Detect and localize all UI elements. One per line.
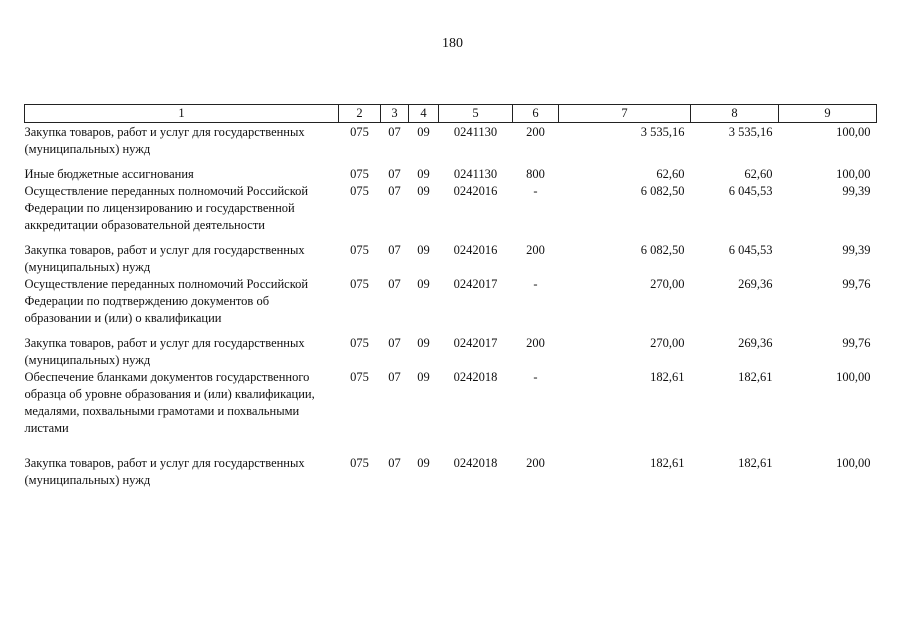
subsection-code: 09 — [417, 456, 430, 470]
section-code: 07 — [388, 456, 401, 470]
ministry-code: 075 — [350, 336, 369, 350]
target-article-code: 0242017 — [453, 336, 498, 350]
expense-type-code: - — [533, 277, 538, 291]
expense-type-code: - — [533, 370, 538, 384]
section-code: 07 — [388, 336, 401, 350]
planned-amount: 3 535,16 — [640, 125, 685, 139]
budget-table — [24, 104, 877, 489]
row-description: Осуществление переданных полномочий Российской Федерации по лицензированию и государственной аккредитации образовательной деятельности — [24, 184, 309, 232]
table-row — [25, 166, 877, 183]
execution-percent: 99,39 — [842, 184, 871, 198]
ministry-code: 075 — [350, 243, 369, 257]
expense-type-code: 200 — [526, 243, 545, 257]
target-article-code: 0241130 — [453, 167, 498, 181]
executed-amount: 3 535,16 — [728, 125, 773, 139]
execution-percent: 99,76 — [842, 336, 871, 350]
table-row — [25, 242, 877, 276]
page-number: 180 — [442, 36, 463, 51]
column-header: 8 — [691, 105, 779, 123]
executed-amount: 62,60 — [744, 167, 773, 181]
table-row — [25, 183, 877, 234]
subsection-code: 09 — [417, 243, 430, 257]
expense-type-code: 200 — [526, 125, 545, 139]
subsection-code: 09 — [417, 184, 430, 198]
expense-type-code: 200 — [526, 336, 545, 350]
ministry-code: 075 — [350, 370, 369, 384]
ministry-code: 075 — [350, 277, 369, 291]
execution-percent: 100,00 — [836, 167, 871, 181]
subsection-code: 09 — [417, 277, 430, 291]
row-description: Закупка товаров, работ и услуг для государственных (муниципальных) нужд — [24, 336, 305, 367]
table-row — [25, 369, 877, 437]
section-code: 07 — [388, 125, 401, 139]
target-article-code: 0241130 — [453, 125, 498, 139]
executed-amount: 269,36 — [738, 277, 773, 291]
execution-percent: 100,00 — [836, 125, 871, 139]
row-description: Осуществление переданных полномочий Российской Федерации по подтверждению документов об образовании и (или) о квалификации — [24, 277, 309, 325]
row-description: Обеспечение бланками документов государственного образца об уровне образования и (или) квалификации, медалями, похвальными грамотами и похвальными листами — [24, 370, 315, 435]
subsection-code: 09 — [417, 167, 430, 181]
executed-amount: 182,61 — [738, 456, 773, 470]
execution-percent: 99,76 — [842, 277, 871, 291]
execution-percent: 100,00 — [836, 456, 871, 470]
table-row — [25, 276, 877, 327]
execution-percent: 99,39 — [842, 243, 871, 257]
planned-amount: 182,61 — [650, 370, 685, 384]
column-header: 4 — [409, 105, 439, 123]
execution-percent: 100,00 — [836, 370, 871, 384]
subsection-code: 09 — [417, 125, 430, 139]
row-description: Закупка товаров, работ и услуг для государственных (муниципальных) нужд — [24, 243, 305, 274]
column-header: 2 — [339, 105, 381, 123]
executed-amount: 6 045,53 — [728, 184, 773, 198]
subsection-code: 09 — [417, 370, 430, 384]
row-description: Закупка товаров, работ и услуг для государственных (муниципальных) нужд — [24, 125, 305, 156]
planned-amount: 270,00 — [650, 336, 685, 350]
target-article-code: 0242017 — [453, 277, 498, 291]
target-article-code: 0242018 — [453, 456, 498, 470]
planned-amount: 62,60 — [656, 167, 685, 181]
column-header: 9 — [779, 105, 877, 123]
section-code: 07 — [388, 167, 401, 181]
target-article-code: 0242018 — [453, 370, 498, 384]
table-row — [25, 455, 877, 489]
planned-amount: 182,61 — [650, 456, 685, 470]
row-description: Закупка товаров, работ и услуг для государственных (муниципальных) нужд — [24, 456, 305, 487]
target-article-code: 0242016 — [453, 243, 498, 257]
ministry-code: 075 — [350, 456, 369, 470]
expense-type-code: - — [533, 184, 538, 198]
planned-amount: 6 082,50 — [640, 243, 685, 257]
column-header: 5 — [439, 105, 513, 123]
expense-type-code: 200 — [526, 456, 545, 470]
target-article-code: 0242016 — [453, 184, 498, 198]
planned-amount: 270,00 — [650, 277, 685, 291]
executed-amount: 6 045,53 — [728, 243, 773, 257]
row-description: Иные бюджетные ассигнования — [24, 167, 194, 181]
expense-type-code: 800 — [526, 167, 545, 181]
column-header: 1 — [25, 105, 339, 123]
section-code: 07 — [388, 184, 401, 198]
column-header: 7 — [559, 105, 691, 123]
ministry-code: 075 — [350, 167, 369, 181]
section-code: 07 — [388, 277, 401, 291]
executed-amount: 269,36 — [738, 336, 773, 350]
table-row — [25, 123, 877, 159]
table-header-row — [25, 105, 877, 123]
section-code: 07 — [388, 370, 401, 384]
column-header: 3 — [381, 105, 409, 123]
executed-amount: 182,61 — [738, 370, 773, 384]
planned-amount: 6 082,50 — [640, 184, 685, 198]
table-row — [25, 335, 877, 369]
section-code: 07 — [388, 243, 401, 257]
subsection-code: 09 — [417, 336, 430, 350]
ministry-code: 075 — [350, 184, 369, 198]
column-header: 6 — [513, 105, 559, 123]
ministry-code: 075 — [350, 125, 369, 139]
